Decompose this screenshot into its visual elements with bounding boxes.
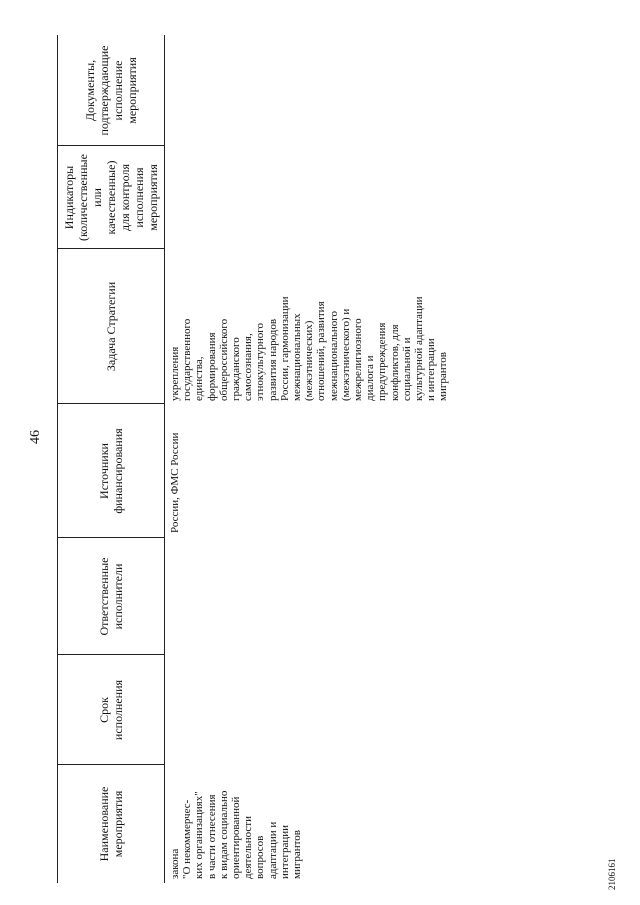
header-cell-strategy-task bbox=[58, 249, 164, 404]
header-documents-label: Документы, подтверждающие исполнение мероприятия bbox=[83, 45, 139, 136]
header-deadline-label: Срок исполнения bbox=[97, 679, 125, 741]
header-cell-deadline bbox=[58, 655, 164, 765]
header-funding-label: Источники финансирования bbox=[97, 428, 125, 514]
row-funding-cell: России, ФМС России bbox=[169, 432, 181, 533]
header-cell-indicators bbox=[58, 146, 164, 249]
header-name-label: Наименование мероприятия bbox=[97, 786, 125, 862]
measures-table bbox=[57, 35, 617, 883]
header-cell-name bbox=[58, 765, 164, 883]
document-code: 2106161 bbox=[607, 858, 617, 890]
table-header-row bbox=[57, 35, 165, 883]
row-name-cell: закона "О некоммерчес- ких организациях" в части отнесения к видам социально ориентированной деятельности вопросов адаптации и интеграции мигрантов bbox=[169, 790, 304, 879]
header-indicators-label: Индикаторы (количественные или качественные) для контроля исполнения мероприятия bbox=[62, 154, 160, 241]
header-cell-documents bbox=[58, 35, 164, 146]
header-executors-label: Ответственные исполнители bbox=[97, 557, 125, 636]
header-strategy-task-label: Задача Стратегии bbox=[104, 281, 118, 372]
header-cell-executors bbox=[58, 538, 164, 655]
header-cell-funding bbox=[58, 404, 164, 538]
row-strategy-task-cell: укрепления государственного единства, формирования общероссийского гражданского самосознания, этнокультурного развития народов России, гармонизации межнациональных (межэтнических) отношений, развития межнационального (межэтнического) и межрелигиозного диалога и предупреждения конфликтов, для социальной и культурной адаптации и интеграции мигрантов bbox=[169, 296, 450, 401]
page-number: 46 bbox=[28, 430, 43, 444]
